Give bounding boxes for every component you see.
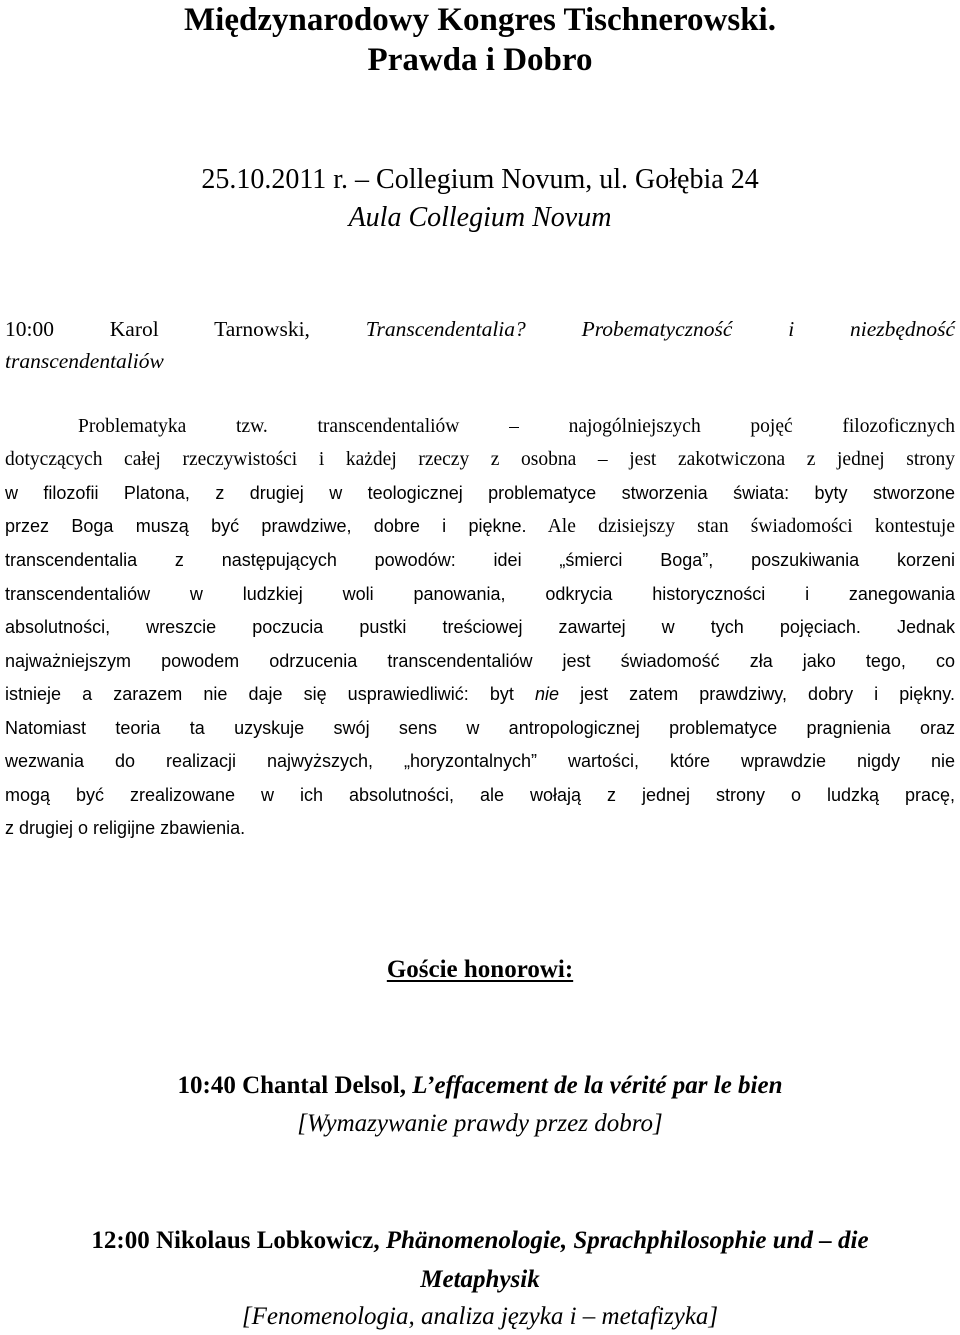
lecture-3-title-line2: Metaphysik [420,1266,540,1293]
abstract-text: jest zatem prawdziwy, dobry i piękny. [580,684,955,704]
lecture-2-time-speaker: 10:40 Chantal Delsol, [177,1072,406,1099]
abstract-line-2: dotyczących całej rzeczywistości i każdej rzeczy z osobna – jest zakotwiczona z jednej strony [5,449,955,470]
abstract-line-9 [5,678,955,711]
lecture-1-title-part2: Probematyczność [581,317,733,341]
abstract-text: Problematyka tzw. transcendentaliów – najogólniejszych pojęć filozoficznych [78,416,955,437]
congress-title-line2: Prawda i Dobro [367,42,593,78]
abstract-line-10: Natomiast teoria ta uzyskuje swój sens w antropologicznej problematyce pragnienia oraz [5,718,955,738]
lecture-1-time: 10:00 [5,317,54,341]
lecture-3-translation: [Fenomenologia, analiza języka i – metafizyka] [241,1303,719,1330]
lecture-2-title: L’effacement de la vérité par le bien [412,1072,783,1099]
abstract-emphasis: nie [534,684,559,704]
abstract-sentence-start: Ale dzisiejszy stan świadomości kontestuje [547,516,955,537]
abstract-line-6: transcendentaliów w ludzkiej woli panowania, odkrycia historyczności i zanegowania [5,584,955,604]
abstract-line-12: mogą być zrealizowane w ich absolutności, ale wołają z jednej strony o ludzką pracę, [5,785,955,805]
congress-title-line1: Międzynarodowy Kongres Tischnerowski. [184,2,776,38]
lecture-3-time-speaker: 12:00 Nikolaus Lobkowicz, [91,1227,380,1254]
lecture-3-title: Phänomenologie, Sprachphilosophie und – die [385,1227,869,1254]
abstract-line-11: wezwania do realizacji najwyższych, „horyzontalnych” wartości, które wprawdzie nigdy nie [5,751,955,771]
lecture-1-title-line2: transcendentaliów [5,349,164,373]
honorary-guests-heading: Goście honorowi: [386,956,574,983]
lecture-1-heading [5,313,955,345]
abstract-line-5: transcendentalia z następujących powodów: idei „śmierci Boga”, poszukiwania korzeni [5,550,955,570]
lecture-1-title-part1: Transcendentalia? [365,317,526,341]
lecture-1-title-part4: niezbędność [849,317,956,341]
abstract-sentence-end: przez Boga muszą być prawdziwe, dobre i piękne. [5,516,527,536]
abstract-line-8: najważniejszym powodem odrzucenia transcendentaliów jest świadomość zła jako tego, co [5,651,955,671]
lecture-3-heading [0,1224,960,1258]
lecture-2-translation: [Wymazywanie prawdy przez dobro] [297,1110,663,1137]
lecture-2-heading [0,1069,960,1103]
lecture-1-speaker: Karol Tarnowski, [109,317,310,341]
abstract-line-13: z drugiej o religijne zbawienia. [5,818,246,838]
abstract-line-7: absolutności, wreszcie poczucia pustki treściowej zawartej w tych pojęciach. Jednak [5,617,955,637]
abstract-text: istnieje a zarazem nie daje się usprawiedliwić: byt [5,684,514,704]
abstract-line-1 [78,410,955,443]
lecture-1-title-part3: i [788,317,795,341]
event-date-place: 25.10.2011 r. – Collegium Novum, ul. Gołębia 24 [201,164,759,195]
event-venue: Aula Collegium Novum [348,202,612,233]
abstract-line-3: w filozofii Platona, z drugiej w teologicznej problematyce stworzenia świata: byty stworzone [5,483,955,503]
abstract-line-4 [5,510,955,543]
